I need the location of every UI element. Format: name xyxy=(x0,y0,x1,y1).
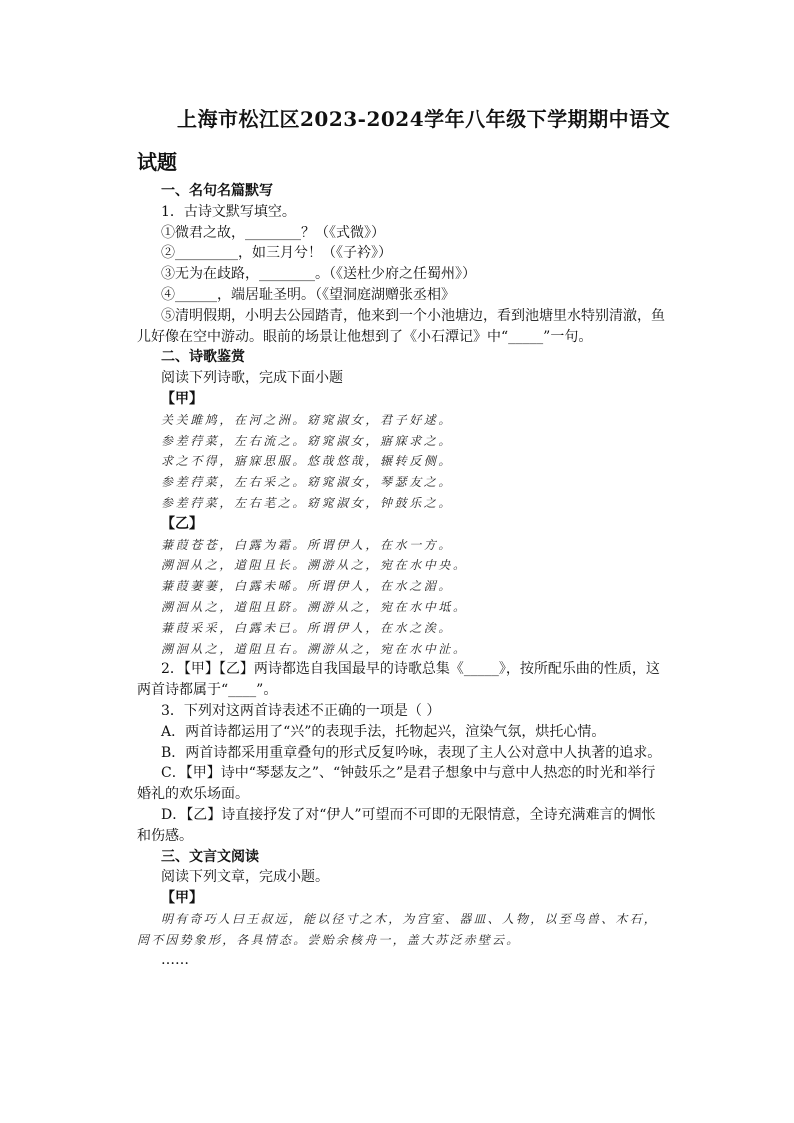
poem-yi-line: 溯洄从之，道阻且长。溯游从之，宛在水中央。 xyxy=(161,558,468,573)
poem-yi-line: 溯洄从之，道阻且跻。溯游从之，宛在水中坻。 xyxy=(161,599,468,614)
question-3: 3．下列对这两首诗表述不正确的一项是（ ） xyxy=(161,702,441,719)
question-2: 2．【甲】【乙】两诗都选自我国最早的诗歌总集《_____》，按所配乐曲的性质，这两首诗都属于“____”。 xyxy=(137,661,660,699)
poem-jia-line: 参差荇菜，左右流之。窈窕淑女，寤寐求之。 xyxy=(161,433,454,448)
fill-item-1: ①微君之故，________？（《式微》） xyxy=(161,224,385,241)
poem-intro: 阅读下列诗歌，完成下面小题 xyxy=(161,370,343,387)
option-a: A．两首诗都运用了“兴”的表现手法，托物起兴，渲染气氛，烘托心情。 xyxy=(161,723,606,740)
poem-jia-line: 参差荇菜，左右芼之。窈窕淑女，钟鼓乐之。 xyxy=(161,495,454,510)
classical-passage: 明有奇巧人曰王叔远，能以径寸之木，为宫室、器皿、人物，以至鸟兽、木石，罔不因势象形，各具情态。尝贻余核舟一，盖大苏泛赤壁云。 xyxy=(137,911,659,947)
poem-yi-line: 溯洄从之，道阻且右。溯游从之，宛在水中沚。 xyxy=(161,641,468,656)
poem-jia-line: 求之不得，寤寐思服。悠哉悠哉，辗转反侧。 xyxy=(161,454,454,469)
fill-item-2: ②_________，如三月兮！（《子衿》） xyxy=(161,245,392,262)
fill-item-5: ⑤清明假期，小明去公园踏青，他来到一个小池塘边，看到池塘里水特别清澈，鱼儿好像在空中游动。眼前的场景让他想到了《小石潭记》中“_____”一句。 xyxy=(137,307,665,345)
poem-yi-label: 【乙】 xyxy=(161,515,203,532)
section-heading-2: 二、诗歌鉴赏 xyxy=(161,349,245,366)
poem-yi-line: 蒹葭苍苍，白露为霜。所谓伊人，在水一方。 xyxy=(161,537,454,552)
poem-jia-line: 参差荇菜，左右采之。窈窕淑女，琴瑟友之。 xyxy=(161,475,454,490)
passage-intro: 阅读下列文章，完成小题。 xyxy=(161,869,329,886)
poem-jia-line: 关关雎鸠，在河之洲。窈窕淑女，君子好逑。 xyxy=(161,412,454,427)
ellipsis: …… xyxy=(161,952,189,969)
page-title: 上海市松江区2023-2024学年八年级下学期期中语文 xyxy=(177,107,671,131)
poem-yi-line: 蒹葭萋萋，白露未晞。所谓伊人，在水之湄。 xyxy=(161,579,454,594)
fill-item-3: ③无为在歧路，________。（《送杜少府之任蜀州》） xyxy=(161,266,476,283)
option-b: B．两首诗都采用重章叠句的形式反复吟咏，表现了主人公对意中人执著的追求。 xyxy=(161,744,662,761)
option-d: D．【乙】诗直接抒发了对“伊人”可望而不可即的无限情意，全诗充满难言的惆怅和伤感。 xyxy=(137,806,656,844)
poem-jia-label: 【甲】 xyxy=(161,390,203,407)
passage-jia-label: 【甲】 xyxy=(161,890,203,907)
question-1: 1．古诗文默写填空。 xyxy=(161,203,296,220)
fill-item-4: ④______，端居耻圣明。（《望洞庭湖赠张丞相》 xyxy=(161,286,455,303)
option-c: C．【甲】诗中“琴瑟友之”、“钟鼓乐之”是君子想象中与意中人热恋的时光和举行婚礼的欢乐场面。 xyxy=(137,765,656,803)
page-title-continued: 试题 xyxy=(137,150,177,174)
poem-yi-line: 蒹葭采采，白露未已。所谓伊人，在水之涘。 xyxy=(161,620,454,635)
document-body xyxy=(137,181,667,971)
section-heading-3: 三、文言文阅读 xyxy=(161,848,259,865)
section-heading-1: 一、名句名篇默写 xyxy=(161,183,273,199)
